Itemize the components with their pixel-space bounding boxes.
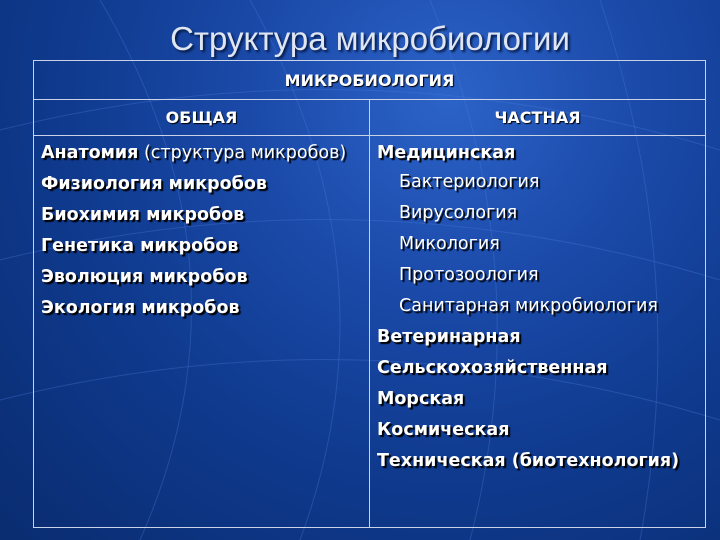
list-item [41,233,365,260]
item-physiology: Физиология микробов [41,174,267,194]
column-header-general: ОБЩАЯ [34,100,370,136]
general-column [34,136,370,528]
slide-title: Структура микробиологии [170,20,570,57]
item-veterinary: Ветеринарная [377,327,521,347]
microbiology-structure-table [33,60,706,528]
list-item [377,448,701,475]
list-item [377,386,701,413]
item-anatomy-note: (структура микробов) [138,143,347,163]
item-biochemistry: Биохимия микробов [41,205,245,225]
list-item [41,171,365,198]
list-item: Санитарная микробиология [399,296,658,316]
list-item [41,202,365,229]
list-item [41,295,365,322]
specific-column [370,136,706,528]
list-item: Вирусология [399,203,518,223]
item-genetics: Генетика микробов [41,236,239,256]
item-agricultural: Сельскохозяйственная [377,358,608,378]
item-evolution: Эволюция микробов [41,267,248,287]
item-space: Космическая [377,420,510,440]
list-item: Протозоология [399,265,539,285]
list-item: Микология [399,234,500,254]
item-marine: Морская [377,389,465,409]
list-item [377,140,701,167]
list-item [41,264,365,291]
list-item [377,355,701,382]
column-header-specific: ЧАСТНАЯ [370,100,706,136]
table-header-row [34,61,706,100]
list-item: Бактериология [399,172,540,192]
table-header: МИКРОБИОЛОГИЯ [34,61,706,100]
column-header-row [34,100,706,136]
item-medical: Медицинская [377,143,516,163]
list-item [41,140,365,167]
item-anatomy: Анатомия [41,143,139,163]
table-body-row [34,136,706,528]
list-item [377,417,701,444]
item-ecology: Экология микробов [41,298,240,318]
item-technical: Техническая (биотехнология) [377,451,680,471]
list-item [377,324,701,351]
